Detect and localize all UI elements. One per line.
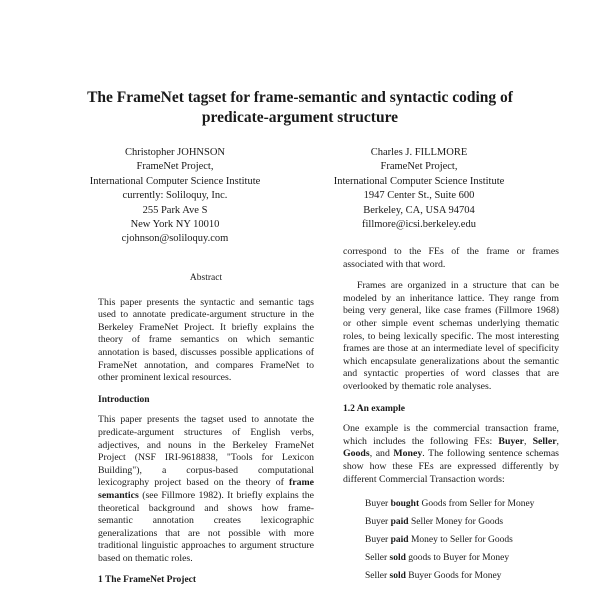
author-email: fillmore@icsi.berkeley.edu	[362, 219, 476, 231]
example-intro-before: One example is the commercial transaction frame, which includes the following FEs:	[343, 423, 559, 447]
example-verb: bought	[390, 499, 420, 510]
example-subject: Buyer	[365, 499, 391, 510]
example-rest: Goods from Seller for Money	[419, 499, 535, 510]
title-line-1: The FrameNet tagset for frame-semantic and syntactic coding of	[87, 89, 513, 106]
fe-separator: ,	[524, 435, 533, 447]
example-intro-after: . The following sentence schemas show how these FEs are expressed differently by different Commercial Transaction words:	[343, 448, 559, 485]
author-block-johnson	[40, 146, 310, 247]
example-verb: paid	[390, 517, 409, 528]
example-rest: Money to Seller for Goods	[408, 535, 513, 546]
example-sentence	[343, 567, 559, 585]
author-institute: International Computer Science Institute	[333, 175, 505, 187]
title-line-2: predicate-argument structure	[201, 109, 399, 126]
abstract-heading: Abstract	[189, 273, 223, 283]
author-city: New York NY 10010	[130, 219, 220, 231]
example-verb: sold	[389, 553, 406, 564]
section-1-heading: 1 The FrameNet Project	[98, 575, 197, 586]
example-rest: Buyer Goods for Money	[405, 571, 502, 582]
example-subject: Buyer	[365, 517, 391, 528]
example-intro	[343, 423, 559, 486]
example-rest: Seller Money for Goods	[408, 517, 504, 528]
author-institute: International Computer Science Institute	[89, 175, 261, 187]
abstract-text: This paper presents the syntactic and semantic tags used to annotate predicate-argument structure in the Berkeley FrameNet Project. It briefly explains the theory of frame semantics on which semantic annotation is based, discusses possible applications of FrameNet annotation, and compares FrameNet to other prominent lexical resources.	[98, 296, 314, 384]
example-verb: sold	[389, 571, 406, 582]
example-verb: paid	[390, 535, 409, 546]
bold-term-frame-semantics: frame semantics	[98, 477, 314, 501]
author-street: 1947 Center St., Suite 600	[363, 190, 475, 202]
author-name: Christopher JOHNSON	[124, 147, 226, 158]
author-name: Charles J. FILLMORE	[370, 147, 468, 158]
subsection-heading: 1.2 An example	[343, 403, 406, 414]
author-email: cjohnson@soliloquy.com	[121, 233, 229, 245]
left-column	[98, 272, 314, 595]
fe-seller: Seller	[532, 435, 557, 447]
fe-buyer: Buyer	[498, 435, 524, 447]
example-subject: Seller	[365, 553, 390, 564]
example-sentence	[343, 513, 559, 531]
example-sentence	[343, 495, 559, 513]
author-city: Berkeley, CA, USA 94704	[363, 204, 475, 216]
fe-separator: , and	[369, 448, 394, 460]
fe-money: Money	[393, 448, 423, 460]
fe-goods: Goods	[343, 448, 370, 460]
example-subject: Seller	[365, 571, 390, 582]
frames-paragraph: Frames are organized in a structure that can be modeled by an inheritance lattice. They range from being very general, like case frames (Fillmore 1968) or other simple event schemas underlying thematic roles, to being lexically specific. The most interesting frames are those at an intermediate level of specificity which encapsulate generalizations about the semantic and syntactic properties of word classes that are overlooked by thematic role analyses.	[343, 280, 559, 392]
intro-text-after: (see Fillmore 1982). It briefly explains the theoretical background and shows how frame-semantic annotation creates lexicographic generalizations that are not possible with more traditional linguistic approaches to argument structure based on thematic roles.	[98, 489, 314, 564]
example-sentence	[343, 549, 559, 567]
author-current: currently: Soliloquy, Inc.	[122, 190, 228, 202]
example-sentence-list	[343, 495, 559, 585]
right-column	[343, 246, 559, 593]
introduction-heading: Introduction	[98, 394, 150, 405]
author-affiliation: FrameNet Project,	[380, 161, 458, 173]
example-rest: goods to Buyer for Money	[405, 553, 510, 564]
example-subject: Buyer	[365, 535, 391, 546]
example-sentence	[343, 531, 559, 549]
intro-text-before: This paper presents the tagset used to annotate the predicate-argument structures of English verbs, adjectives, and nouns in the Berkeley FrameNet Project (NSF IRI-9618838, "Tools for Lexicon Building"), a corpus-based computational lexicography project based on the theory of	[98, 414, 314, 489]
fe-separator: ,	[556, 435, 559, 447]
author-block-fillmore	[284, 146, 554, 232]
author-street: 255 Park Ave S	[142, 204, 208, 216]
paper-title	[60, 88, 540, 128]
introduction-text	[98, 414, 314, 565]
continuation-text: correspond to the FEs of the frame or frames associated with that word.	[343, 246, 559, 270]
author-affiliation: FrameNet Project,	[136, 161, 214, 173]
